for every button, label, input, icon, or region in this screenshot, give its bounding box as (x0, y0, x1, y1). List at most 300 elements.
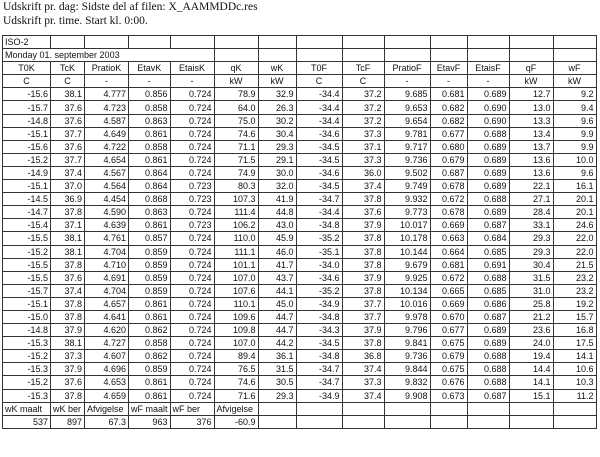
table-cell: 4.649 (85, 127, 129, 140)
table-row (3, 337, 597, 350)
table-cell: 9.653 (384, 101, 430, 114)
table-cell: 31.5 (509, 271, 553, 284)
column-header: EtavK (129, 62, 171, 75)
table-cell: 0.685 (467, 245, 509, 258)
table-cell: -34.5 (296, 153, 342, 166)
table-cell: 0.687 (430, 166, 467, 179)
table-cell: 0.862 (129, 324, 171, 337)
column-header: EtavF (430, 62, 467, 75)
table-cell: 30.4 (509, 258, 553, 271)
table-cell: 44.7 (258, 310, 296, 323)
table-cell: 10.134 (384, 284, 430, 297)
summary-value: 67.3 (85, 415, 129, 428)
table-cell: 9.736 (384, 153, 430, 166)
table-cell: 31.0 (509, 284, 553, 297)
table-cell: 15.7 (553, 310, 596, 323)
table-cell: 14.4 (509, 363, 553, 376)
table-cell: -34.3 (296, 324, 342, 337)
table-cell: -15.1 (3, 297, 51, 310)
table-cell: 0.724 (170, 310, 214, 323)
table-cell: 4.723 (85, 101, 129, 114)
table-cell: -14.8 (3, 324, 51, 337)
empty-cell (214, 49, 258, 62)
table-cell: -34.5 (296, 140, 342, 153)
table-cell: 4.659 (85, 389, 129, 402)
table-cell: 10.144 (384, 245, 430, 258)
table-cell: 4.691 (85, 271, 129, 284)
table-cell: -15.6 (3, 88, 51, 101)
empty-cell (553, 402, 596, 415)
table-cell: 9.9 (553, 140, 596, 153)
table-cell: 4.653 (85, 376, 129, 389)
table-cell: 37.1 (342, 140, 384, 153)
table-cell: -15.2 (3, 153, 51, 166)
table-cell: 21.2 (509, 310, 553, 323)
table-cell: 0.724 (170, 232, 214, 245)
units-row (3, 75, 597, 88)
table-cell: 37.6 (342, 206, 384, 219)
table-cell: 0.681 (430, 258, 467, 271)
unit-cell: kW (553, 75, 596, 88)
table-cell: 0.687 (467, 219, 509, 232)
table-cell: 0.724 (170, 297, 214, 310)
table-cell: 0.669 (430, 219, 467, 232)
table-cell: 24.0 (509, 337, 553, 350)
table-cell: 111.4 (214, 206, 258, 219)
table-cell: -34.5 (296, 337, 342, 350)
table-cell: -34.6 (296, 271, 342, 284)
table-row (3, 350, 597, 363)
table-cell: 0.689 (467, 337, 509, 350)
table-cell: 37.9 (342, 324, 384, 337)
empty-cell (467, 36, 509, 49)
empty-cell (384, 49, 430, 62)
empty-cell (467, 415, 509, 428)
table-row (3, 284, 597, 297)
empty-cell (51, 36, 85, 49)
data-table (2, 35, 597, 429)
empty-cell (384, 36, 430, 49)
table-cell: -34.4 (296, 114, 342, 127)
table-cell: 0.678 (430, 206, 467, 219)
column-header: wF (553, 62, 596, 75)
table-cell: 4.657 (85, 297, 129, 310)
table-cell: 4.777 (85, 88, 129, 101)
table-cell: 74.6 (214, 127, 258, 140)
table-cell: -15.7 (3, 101, 51, 114)
summary-label: wK ber (51, 402, 85, 415)
table-cell: 0.679 (430, 350, 467, 363)
table-cell: 19.2 (553, 297, 596, 310)
table-cell: 0.677 (430, 127, 467, 140)
table-cell: 32.9 (258, 88, 296, 101)
table-cell: 26.3 (258, 101, 296, 114)
table-cell: -34.8 (296, 219, 342, 232)
table-cell: -34.6 (296, 166, 342, 179)
column-header: TcK (51, 62, 85, 75)
table-cell: 14.1 (553, 350, 596, 363)
table-cell: 0.724 (170, 114, 214, 127)
table-cell: 0.724 (170, 376, 214, 389)
column-header: T0F (296, 62, 342, 75)
table-cell: 4.639 (85, 219, 129, 232)
table-cell: 9.925 (384, 271, 430, 284)
table-cell: 45.9 (258, 232, 296, 245)
table-cell: 9.978 (384, 310, 430, 323)
column-header: wK (258, 62, 296, 75)
table-cell: 38.1 (51, 88, 85, 101)
table-cell: 44.7 (258, 324, 296, 337)
empty-cell (170, 36, 214, 49)
table-cell: 9.679 (384, 258, 430, 271)
table-cell: 24.6 (553, 219, 596, 232)
table-cell: 0.863 (129, 206, 171, 219)
empty-cell (553, 415, 596, 428)
summary-label: Afvigelse (214, 402, 258, 415)
table-cell: 0.724 (170, 245, 214, 258)
empty-cell (342, 36, 384, 49)
table-cell: 4.704 (85, 284, 129, 297)
table-cell: 0.675 (430, 363, 467, 376)
unit-cell: C (51, 75, 85, 88)
table-cell: 9.736 (384, 350, 430, 363)
table-row (3, 324, 597, 337)
table-cell: 0.675 (430, 337, 467, 350)
unit-cell: kW (214, 75, 258, 88)
table-cell: 0.688 (467, 127, 509, 140)
table-cell: 37.2 (342, 88, 384, 101)
table-cell: 9.685 (384, 88, 430, 101)
table-cell: 28.4 (509, 206, 553, 219)
table-cell: 4.590 (85, 206, 129, 219)
table-cell: 37.3 (342, 376, 384, 389)
table-cell: 9.2 (553, 88, 596, 101)
table-cell: 23.6 (509, 324, 553, 337)
table-cell: 41.7 (258, 258, 296, 271)
table-title: ISO-2 (3, 36, 51, 49)
table-cell: 0.724 (170, 127, 214, 140)
table-cell: 4.454 (85, 193, 129, 206)
table-row (3, 140, 597, 153)
table-cell: -34.7 (296, 193, 342, 206)
table-cell: 0.688 (467, 350, 509, 363)
table-cell: -15.1 (3, 180, 51, 193)
table-cell: 25.8 (509, 297, 553, 310)
column-header: PratioK (85, 62, 129, 75)
table-cell: 43.7 (258, 271, 296, 284)
table-cell: 0.861 (129, 389, 171, 402)
table-cell: -34.9 (296, 389, 342, 402)
empty-cell (467, 49, 509, 62)
table-cell: -14.5 (3, 193, 51, 206)
empty-cell (384, 402, 430, 415)
table-cell: 78.9 (214, 88, 258, 101)
table-row (3, 180, 597, 193)
table-cell: 37.6 (51, 114, 85, 127)
empty-cell (296, 402, 342, 415)
table-cell: 0.861 (129, 219, 171, 232)
table-cell: 11.2 (553, 389, 596, 402)
table-cell: 64.0 (214, 101, 258, 114)
table-cell: 29.3 (509, 245, 553, 258)
table-cell: 36.1 (258, 350, 296, 363)
table-row (3, 153, 597, 166)
table-cell: 21.5 (553, 258, 596, 271)
table-cell: -34.7 (296, 376, 342, 389)
table-cell: -15.2 (3, 350, 51, 363)
table-cell: 0.669 (430, 297, 467, 310)
table-cell: 45.0 (258, 297, 296, 310)
empty-cell (342, 402, 384, 415)
table-cell: 0.682 (430, 101, 467, 114)
table-cell: 36.0 (342, 166, 384, 179)
summary-value-row (3, 415, 597, 428)
table-cell: 16.8 (553, 324, 596, 337)
table-cell: 13.0 (509, 101, 553, 114)
unit-cell: - (467, 75, 509, 88)
table-cell: 0.664 (430, 245, 467, 258)
table-cell: 37.8 (342, 232, 384, 245)
empty-cell (258, 36, 296, 49)
table-row (3, 193, 597, 206)
unit-cell: - (129, 75, 171, 88)
table-row (3, 206, 597, 219)
table-cell: 0.688 (467, 363, 509, 376)
table-cell: 0.682 (430, 114, 467, 127)
table-cell: 37.8 (342, 245, 384, 258)
unit-cell: C (3, 75, 51, 88)
table-cell: 37.8 (51, 258, 85, 271)
table-cell: 71.1 (214, 140, 258, 153)
table-cell: 0.724 (170, 350, 214, 363)
table-cell: 37.7 (51, 153, 85, 166)
table-cell: 15.1 (509, 389, 553, 402)
empty-cell (509, 402, 553, 415)
table-cell: 107.0 (214, 337, 258, 350)
table-cell: 107.3 (214, 193, 258, 206)
empty-cell (342, 49, 384, 62)
table-cell: 74.6 (214, 376, 258, 389)
table-cell: 0.724 (170, 88, 214, 101)
table-cell: 9.6 (553, 166, 596, 179)
table-cell: 80.3 (214, 180, 258, 193)
unit-cell: C (342, 75, 384, 88)
empty-cell (467, 402, 509, 415)
table-cell: -34.8 (296, 310, 342, 323)
table-row (3, 166, 597, 179)
table-cell: 0.672 (430, 271, 467, 284)
page-header-line-2: Udskrift pr. time. Start kl. 0:00. (3, 15, 148, 27)
table-cell: 0.688 (467, 376, 509, 389)
table-date: Monday 01. september 2003 (3, 49, 215, 62)
table-cell: 38.1 (51, 337, 85, 350)
table-cell: 0.724 (170, 271, 214, 284)
table-cell: 32.0 (258, 180, 296, 193)
table-cell: 107.0 (214, 271, 258, 284)
table-cell: -15.5 (3, 271, 51, 284)
summary-value: -60.9 (214, 415, 258, 428)
table-cell: 0.724 (170, 166, 214, 179)
table-row (3, 258, 597, 271)
table-cell: 4.710 (85, 258, 129, 271)
table-cell: 44.1 (258, 284, 296, 297)
table-cell: 0.724 (170, 284, 214, 297)
summary-value: 537 (3, 415, 51, 428)
table-cell: 0.857 (129, 232, 171, 245)
table-cell: 0.858 (129, 101, 171, 114)
table-cell: -34.5 (296, 180, 342, 193)
summary-value: 897 (51, 415, 85, 428)
table-cell: 10.0 (553, 153, 596, 166)
table-cell: 29.3 (258, 389, 296, 402)
table-cell: 0.861 (129, 127, 171, 140)
table-cell: -15.5 (3, 258, 51, 271)
table-cell: 13.7 (509, 140, 553, 153)
table-cell: 0.681 (430, 88, 467, 101)
table-cell: -34.4 (296, 206, 342, 219)
empty-cell (258, 402, 296, 415)
table-cell: 4.587 (85, 114, 129, 127)
table-cell: 0.691 (467, 258, 509, 271)
table-cell: -15.6 (3, 140, 51, 153)
table-cell: 13.3 (509, 114, 553, 127)
table-cell: -34.9 (296, 297, 342, 310)
table-cell: 0.724 (170, 140, 214, 153)
table-cell: -15.1 (3, 127, 51, 140)
table-cell: 19.4 (509, 350, 553, 363)
table-cell: 0.677 (430, 324, 467, 337)
table-cell: -14.8 (3, 114, 51, 127)
table-cell: 111.1 (214, 245, 258, 258)
table-cell: 0.723 (170, 180, 214, 193)
table-cell: 37.3 (342, 153, 384, 166)
table-cell: -34.7 (296, 363, 342, 376)
column-header: qK (214, 62, 258, 75)
empty-cell (553, 36, 596, 49)
table-cell: 31.5 (258, 363, 296, 376)
table-cell: 0.724 (170, 389, 214, 402)
empty-cell (214, 36, 258, 49)
summary-label: Afvigelse (85, 402, 129, 415)
table-cell: 110.1 (214, 297, 258, 310)
table-cell: 0.724 (170, 206, 214, 219)
table-cell: 0.686 (467, 297, 509, 310)
table-cell: 16.1 (553, 180, 596, 193)
table-cell: -35.2 (296, 232, 342, 245)
table-row (3, 127, 597, 140)
table-cell: 107.6 (214, 284, 258, 297)
table-cell: -34.4 (296, 101, 342, 114)
unit-cell: kW (509, 75, 553, 88)
summary-value: 963 (129, 415, 171, 428)
table-cell: 71.5 (214, 153, 258, 166)
table-cell: 106.2 (214, 219, 258, 232)
title-row (3, 36, 597, 49)
table-cell: 30.5 (258, 376, 296, 389)
table-cell: 9.6 (553, 114, 596, 127)
table-row (3, 297, 597, 310)
table-cell: 22.0 (553, 245, 596, 258)
table-cell: 13.6 (509, 166, 553, 179)
empty-cell (430, 49, 467, 62)
table-cell: 14.1 (509, 376, 553, 389)
summary-value: 376 (170, 415, 214, 428)
empty-cell (384, 415, 430, 428)
table-row (3, 219, 597, 232)
empty-cell (296, 36, 342, 49)
table-cell: 0.861 (129, 297, 171, 310)
table-cell: -34.8 (296, 350, 342, 363)
table-cell: -14.7 (3, 206, 51, 219)
table-cell: 37.8 (342, 193, 384, 206)
table-cell: 30.4 (258, 127, 296, 140)
table-cell: -15.3 (3, 363, 51, 376)
table-cell: -34.6 (296, 127, 342, 140)
table-cell: 9.781 (384, 127, 430, 140)
table-cell: 29.1 (258, 153, 296, 166)
table-row (3, 310, 597, 323)
table-cell: 110.0 (214, 232, 258, 245)
table-cell: 0.678 (430, 180, 467, 193)
table-cell: 0.864 (129, 166, 171, 179)
unit-cell: - (430, 75, 467, 88)
table-cell: 0.689 (467, 88, 509, 101)
table-cell: 37.8 (342, 284, 384, 297)
table-cell: 46.0 (258, 245, 296, 258)
table-cell: 0.724 (170, 101, 214, 114)
table-cell: 29.3 (258, 140, 296, 153)
table-cell: 4.641 (85, 310, 129, 323)
table-cell: 101.1 (214, 258, 258, 271)
column-header: T0K (3, 62, 51, 75)
table-cell: -15.0 (3, 310, 51, 323)
column-header: TcF (342, 62, 384, 75)
table-cell: 20.1 (553, 193, 596, 206)
table-cell: 37.7 (51, 127, 85, 140)
table-cell: 0.687 (467, 310, 509, 323)
table-cell: 0.858 (129, 337, 171, 350)
table-cell: 37.7 (342, 310, 384, 323)
table-cell: 4.727 (85, 337, 129, 350)
table-cell: 0.690 (467, 114, 509, 127)
table-cell: 0.680 (430, 140, 467, 153)
table-cell: 9.773 (384, 206, 430, 219)
table-cell: 0.861 (129, 310, 171, 323)
table-cell: 22.0 (553, 232, 596, 245)
table-cell: -35.2 (296, 284, 342, 297)
table-cell: 10.3 (553, 376, 596, 389)
table-cell: 23.2 (553, 284, 596, 297)
table-cell: 0.665 (430, 284, 467, 297)
table-cell: 0.859 (129, 245, 171, 258)
table-cell: 0.859 (129, 363, 171, 376)
table-cell: 13.4 (509, 127, 553, 140)
table-cell: 37.9 (342, 219, 384, 232)
table-cell: 37.8 (51, 206, 85, 219)
unit-cell: - (170, 75, 214, 88)
empty-cell (430, 402, 467, 415)
table-cell: 37.2 (342, 101, 384, 114)
table-cell: 0.858 (129, 140, 171, 153)
table-cell: 37.3 (342, 127, 384, 140)
table-cell: 0.676 (430, 376, 467, 389)
table-cell: 0.859 (129, 284, 171, 297)
empty-cell (509, 415, 553, 428)
table-cell: 37.9 (51, 324, 85, 337)
table-cell: 0.670 (430, 310, 467, 323)
table-cell: 44.8 (258, 206, 296, 219)
empty-cell (509, 36, 553, 49)
